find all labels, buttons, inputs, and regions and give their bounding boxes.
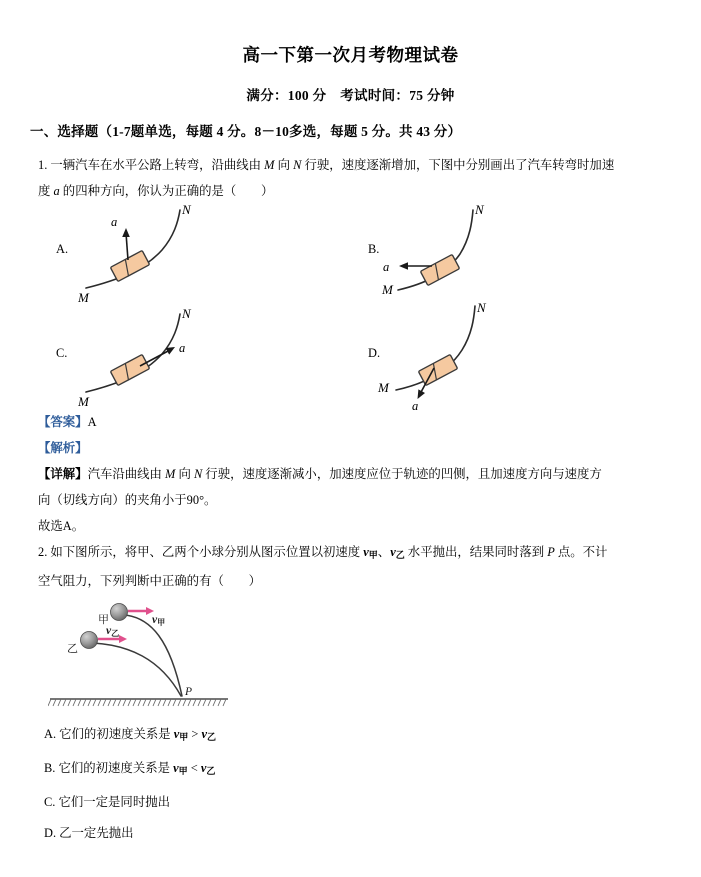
q2-option-a-rel: > [188,727,202,741]
question-1-text-c: 行驶，速度逐渐增加，下图中分别画出了汽车转弯时加速 [301,158,615,172]
question-2-v-jia: v [363,545,369,559]
q2-option-b-rel: < [187,761,201,775]
answer-line [0,409,701,435]
option-a-end-label: N [182,204,191,217]
detail-tag: 【详解】 [38,467,88,481]
option-d-start-label: M [378,380,389,395]
option-d-accel-label: a [412,399,419,412]
question-1-text-a: 一辆汽车在水平公路上转弯，沿曲线由 [50,158,265,172]
q2-option-a-text: 它们的初速度关系是 [59,727,174,741]
question-1-var-a: a [53,184,60,198]
question-2-option-d[interactable] [0,818,701,849]
detail-text-c: 行驶，速度逐渐减小，加速度应位于轨迹的凹侧，且加速度方向与速度方 [202,467,602,481]
analysis-line [0,435,701,461]
question-1-line2-a: 度 [38,184,54,198]
question-2-text-a: 如下图所示，将甲、乙两个小球分别从图示位置以初速度 [50,545,364,559]
projectile-diagram [48,596,288,714]
ball-yi-label: 乙 [67,643,78,655]
velocity-arrow-jia-icon [128,607,154,615]
velocity-jia-label: v甲 [152,614,166,627]
option-a-diagram [78,204,268,304]
car-icon-b [420,254,459,285]
option-c-label[interactable]: C. [56,346,68,360]
trajectory-curve-a [86,210,180,288]
detail-text-a: 汽车沿曲线由 [87,467,166,481]
question-1-line2-b: 的四种方向，你认为正确的是（ ） [59,184,274,198]
option-b-end-label: N [475,204,484,217]
q2-option-b-v2: v [200,761,207,775]
option-b-start-label: M [382,282,393,297]
question-2-option-b[interactable] [0,753,701,787]
page-title: 高一下第一次月考物理试卷 [242,45,459,65]
question-1-text-b: 向 [274,158,294,172]
question-2-text-c: 水平抛出，结果同时落到 [404,545,548,559]
detail-var-m: M [165,467,176,481]
q2-option-b-v1: v [173,761,179,775]
option-d-diagram [320,302,520,412]
q2-option-b-label: B. [44,761,56,775]
question-1-line-1 [0,140,701,178]
ball-jia-icon [111,604,128,621]
exam-info-line: 满分：100 分 考试时间：75 分钟 [246,88,455,103]
option-b-label[interactable]: B. [368,242,380,256]
section-heading: 一、选择题（1-7题单选，每题 4 分。8－10多选，每题 5 分。共 43 分） [30,124,462,139]
question-1-option-figures [0,204,701,412]
detail-var-n: N [193,467,203,481]
q2-option-b-v1-sub: 甲 [178,766,188,776]
question-2-v-jia-sub: 甲 [368,550,378,560]
question-2-v-yi-sub: 乙 [395,550,405,560]
acceleration-arrow-c [140,347,175,366]
analysis-tag: 【解析】 [38,441,88,455]
car-icon-a [110,250,149,281]
question-2-var-p: P [547,545,555,559]
acceleration-arrow-a [122,228,130,260]
question-1-var-n: N [293,158,302,172]
question-2-line-2: 空气阻力，下列判断中正确的有（ ） [38,574,262,588]
question-1-number: 1. [38,158,48,172]
q2-option-b-text: 它们的初速度关系是 [58,761,174,775]
option-a-start-label: M [78,290,89,304]
landing-point-label: P [185,686,193,698]
conclusion-line: 故选A。 [38,519,85,533]
question-1-line-2 [0,178,701,204]
q2-option-a-v1-sub: 甲 [179,732,189,742]
question-2-number: 2. [38,545,48,559]
option-d-end-label: N [477,302,486,315]
detail-line-2: 向（切线方向）的夹角小于90°。 [38,493,217,507]
option-d-label[interactable]: D. [368,346,381,360]
question-2-text-d: 点。不计 [554,545,608,559]
q2-option-d-label: D. [44,826,57,840]
ball-jia-label: 甲 [98,614,109,626]
car-icon-d [418,354,457,385]
detail-text-b: 向 [175,467,194,481]
question-2-text-b: 、 [377,545,391,559]
q2-option-b-v2-sub: 乙 [206,766,216,776]
q2-option-a-v2: v [201,727,207,741]
question-2-option-a[interactable] [0,719,701,753]
option-a-accel-label: a [111,215,118,229]
question-2-line-1 [0,539,701,568]
ball-yi-icon [81,632,98,649]
question-1-var-m: M [264,158,275,172]
q2-option-c-text: 它们一定是同时抛出 [58,795,170,809]
option-b-diagram [320,204,520,304]
question-2-figure [0,594,701,719]
option-c-diagram [78,308,278,408]
q2-option-d-text: 乙一定先抛出 [59,826,134,840]
option-c-start-label: M [78,394,89,408]
question-2-v-yi: v [390,545,396,559]
q2-option-a-label: A. [44,727,57,741]
velocity-yi-label: v乙 [106,625,120,638]
option-c-accel-label: a [179,341,186,355]
detail-line-1 [0,461,701,487]
answer-value: A [87,415,97,429]
option-b-accel-label: a [383,260,390,274]
question-2-option-c[interactable] [0,787,701,818]
car-icon-c [110,354,149,385]
answer-tag: 【答案】 [38,415,88,429]
q2-option-a-v1: v [173,727,180,741]
option-a-label[interactable]: A. [56,242,69,256]
ground-hatching [48,699,226,706]
q2-option-c-label: C. [44,795,56,809]
q2-option-a-v2-sub: 乙 [206,732,216,742]
option-c-end-label: N [182,308,191,321]
